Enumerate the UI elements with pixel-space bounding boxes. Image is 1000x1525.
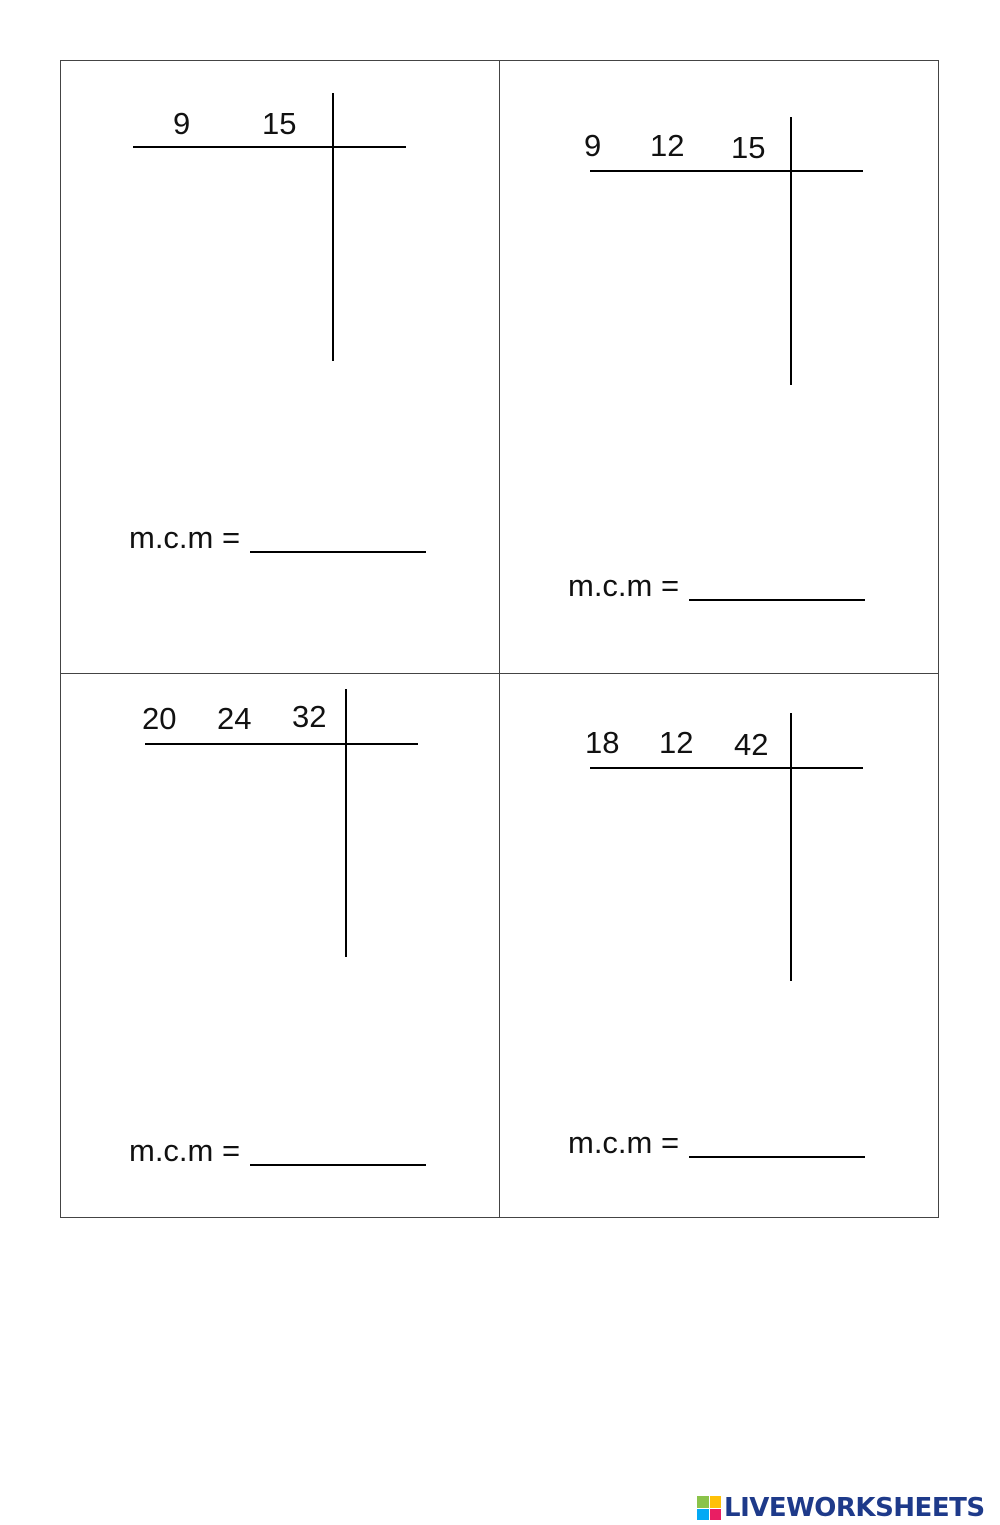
exercise-3-answer-label: m.c.m =: [129, 1133, 241, 1168]
exercise-2-answer-label: m.c.m =: [568, 568, 680, 603]
logo-square-2: [710, 1496, 722, 1508]
logo-square-1: [697, 1496, 709, 1508]
exercise-3-number-2: 24: [217, 701, 252, 736]
exercise-3-answer-input[interactable]: [254, 1130, 434, 1162]
exercise-2-number-1: 9: [584, 128, 602, 163]
exercise-1-answer: [129, 522, 426, 553]
exercise-4-answer: [568, 1127, 865, 1158]
exercise-3-number-1: 20: [142, 701, 177, 736]
exercise-4-division-horizontal-line: [590, 767, 863, 769]
exercise-2-number-3: 15: [731, 130, 766, 165]
logo-square-4: [710, 1509, 722, 1521]
exercise-2-division-vertical-line: [790, 117, 792, 385]
exercise-3-division-horizontal-line: [145, 743, 418, 745]
exercise-1-division-horizontal-line: [133, 146, 406, 148]
exercise-4-answer-input[interactable]: [693, 1122, 873, 1154]
exercise-4-number-1: 18: [585, 725, 620, 760]
exercise-4-number-2: 12: [659, 725, 694, 760]
exercise-4-division-vertical-line: [790, 713, 792, 981]
exercise-2-answer-blank: [689, 598, 865, 601]
exercise-3-answer-blank: [250, 1163, 426, 1166]
exercise-1-number-2: 15: [262, 106, 297, 141]
grid-vertical-divider: [499, 60, 500, 1218]
exercise-2-answer-input[interactable]: [693, 565, 873, 597]
exercise-1-answer-label: m.c.m =: [129, 520, 241, 555]
liveworksheets-logo[interactable]: [697, 1493, 985, 1523]
exercise-4-answer-label: m.c.m =: [568, 1125, 680, 1160]
exercise-3-number-3: 32: [292, 699, 327, 734]
exercise-4-answer-blank: [689, 1155, 865, 1158]
exercise-1-answer-input[interactable]: [254, 517, 434, 549]
exercise-1-number-1: 9: [173, 106, 191, 141]
exercise-4-number-3: 42: [734, 727, 769, 762]
logo-square-3: [697, 1509, 709, 1521]
exercise-2-division-horizontal-line: [590, 170, 863, 172]
liveworksheets-logo-icon: [697, 1496, 721, 1520]
exercise-3-answer: [129, 1135, 426, 1166]
exercise-1-answer-blank: [250, 550, 426, 553]
exercise-2-number-2: 12: [650, 128, 685, 163]
exercise-1-division-vertical-line: [332, 93, 334, 361]
liveworksheets-brand-text: LIVEWORKSHEETS: [724, 1493, 985, 1523]
grid-horizontal-divider: [60, 673, 939, 674]
exercise-3-division-vertical-line: [345, 689, 347, 957]
exercise-2-answer: [568, 570, 865, 601]
